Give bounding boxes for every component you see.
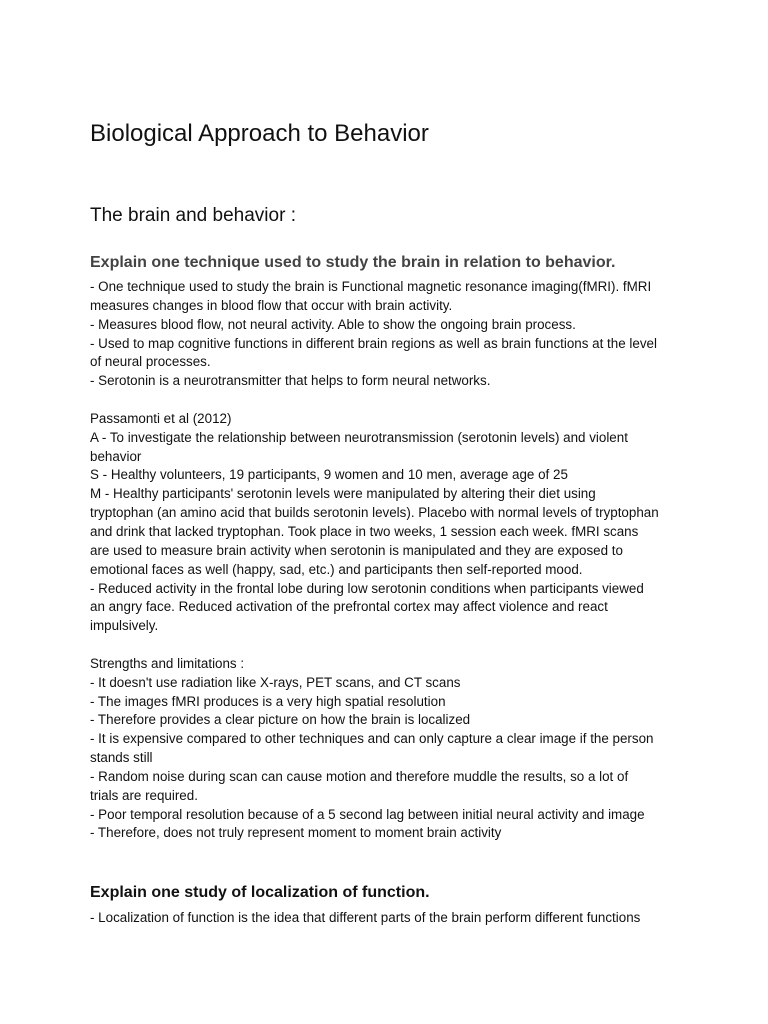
- text-line: - Measures blood flow, not neural activity. Able to show the ongoing brain process.: [90, 316, 576, 332]
- text-line: trials are required.: [90, 787, 198, 803]
- text-line: an angry face. Reduced activation of the prefrontal cortex may affect violence and react: [90, 599, 608, 615]
- section-heading: The brain and behavior :: [90, 205, 296, 226]
- text-line: - Therefore, does not truly represent moment to moment brain activity: [90, 825, 502, 841]
- text-line: - The images fMRI produces is a very high spatial resolution: [90, 693, 446, 709]
- text-line: Passamonti et al (2012): [90, 410, 232, 426]
- text-line: - Reduced activity in the frontal lobe during low serotonin conditions when participants viewed: [90, 580, 644, 596]
- question2-heading: Explain one study of localization of function.: [90, 884, 430, 901]
- question1-heading: Explain one technique used to study the brain in relation to behavior.: [90, 254, 616, 271]
- text-line: - Therefore provides a clear picture on how the brain is localized: [90, 712, 471, 728]
- text-line: measures changes in blood flow that occur with brain activity.: [90, 297, 453, 313]
- text-line: A - To investigate the relationship between neurotransmission (serotonin levels) and violent: [90, 429, 628, 445]
- text-line: - One technique used to study the brain is Functional magnetic resonance imaging(fMRI). fMRI: [90, 279, 652, 294]
- question1-body: [90, 278, 690, 843]
- text-line: - Poor temporal resolution because of a 5 second lag between initial neural activity and image: [90, 806, 645, 822]
- text-line: S - Healthy volunteers, 19 participants, 9 women and 10 men, average age of 25: [90, 467, 568, 483]
- text-line: behavior: [90, 448, 142, 464]
- text-line: - It is expensive compared to other techniques and can only capture a clear image if the person: [90, 731, 654, 747]
- text-line: stands still: [90, 750, 153, 766]
- text-line: of neural processes.: [90, 354, 211, 370]
- text-line: tryptophan (an amino acid that builds serotonin levels). Placebo with normal levels of tryptophan: [90, 505, 659, 521]
- text-line: - Localization of function is the idea that different parts of the brain perform different functions: [90, 910, 641, 925]
- paragraph-gap: [90, 636, 690, 655]
- text-line: - Used to map cognitive functions in different brain regions as well as brain functions at the level: [90, 335, 657, 351]
- paragraph-gap: [90, 391, 690, 410]
- text-line: - Random noise during scan can cause motion and therefore muddle the results, so a lot of: [90, 768, 629, 784]
- page-title: Biological Approach to Behavior: [90, 120, 429, 147]
- text-line: are used to measure brain activity when serotonin is manipulated and they are exposed to: [90, 542, 623, 558]
- text-line: - It doesn't use radiation like X-rays, PET scans, and CT scans: [90, 674, 461, 690]
- text-line: emotional faces as well (happy, sad, etc.) and participants then self-reported mood.: [90, 561, 583, 577]
- question2-body: [90, 909, 690, 928]
- text-line: Strengths and limitations :: [90, 655, 245, 671]
- text-line: M - Healthy participants' serotonin levels were manipulated by altering their diet using: [90, 486, 596, 502]
- text-line: impulsively.: [90, 618, 159, 634]
- text-line: - Serotonin is a neurotransmitter that helps to form neural networks.: [90, 373, 491, 389]
- text-line: and drink that lacked tryptophan. Took place in two weeks, 1 session each week. fMRI scans: [90, 523, 639, 539]
